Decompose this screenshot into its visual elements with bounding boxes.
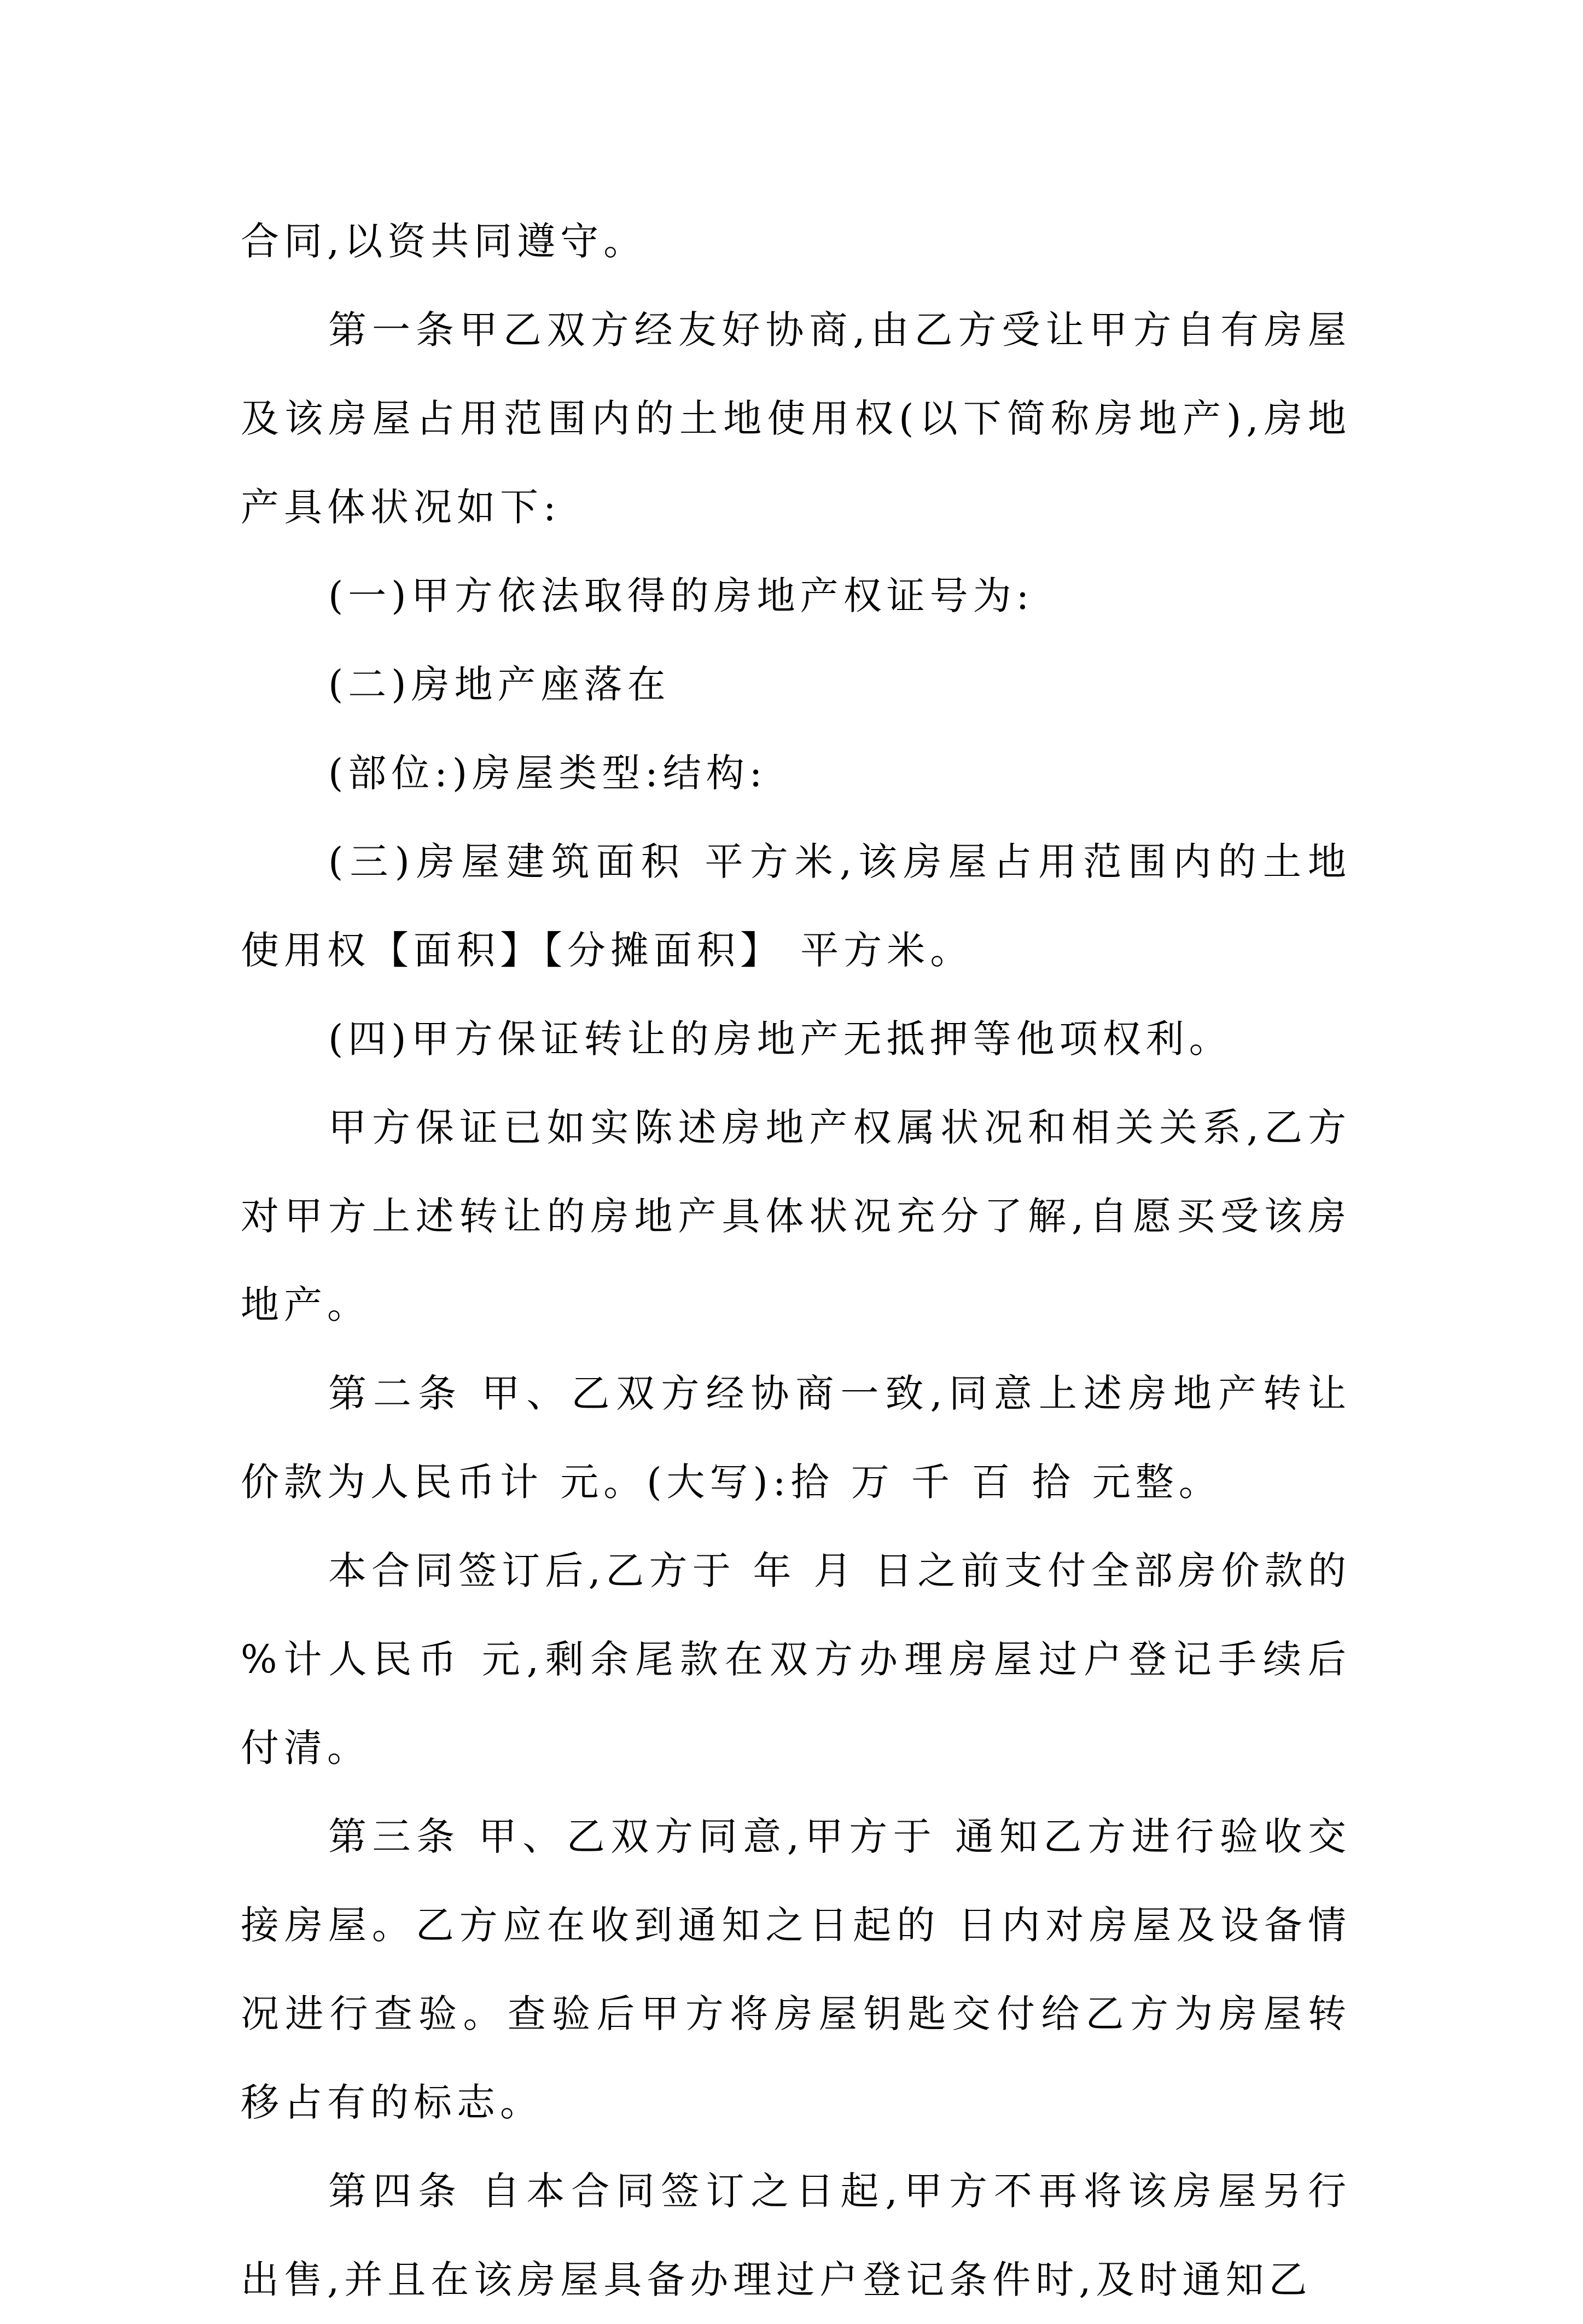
paragraph-payment: 本合同签订后,乙方于 年 月 日之前支付全部房价款的 %计人民币 元,剩余尾款在双方办理房屋过户登记手续后付清。	[241, 1548, 1351, 1770]
paragraph-article-2: 第二条 甲、乙双方经协商一致,同意上述房地产转让价款为人民币计 元。(大写):拾 万 千 百 拾 元整。	[241, 1371, 1351, 1504]
paragraph-location: (部位:)房屋类型:结构:	[328, 751, 767, 795]
paragraph-item-4: (四)甲方保证转让的房地产无抵押等他项权利。	[328, 1016, 1232, 1061]
paragraph-article-4: 第四条 自本合同签订之日起,甲方不再将该房屋另行出售,并且在该房屋具备办理过户登记条件时,及时通知乙	[241, 2169, 1351, 2302]
paragraph-guarantee: 甲方保证已如实陈述房地产权属状况和相关关系,乙方对甲方上述转让的房地产具体状况充分了解,自愿买受该房地产。	[241, 1105, 1351, 1327]
paragraph-article-3: 第三条 甲、乙双方同意,甲方于 通知乙方进行验收交接房屋。乙方应在收到通知之日起的 日内对房屋及设备情况进行查验。查验后甲方将房屋钥匙交付给乙方为房屋转移占有的标志。	[241, 1814, 1351, 2125]
contract-body	[241, 197, 1351, 2324]
paragraph-item-3: (三)房屋建筑面积 平方米,该房屋占用范围内的土地使用权【面积】【分摊面积】 平方米。	[241, 839, 1351, 973]
paragraph: 合同,以资共同遵守。	[241, 219, 647, 264]
paragraph-article-1: 第一条甲乙双方经友好协商,由乙方受让甲方自有房屋及该房屋占用范围内的土地使用权(以下简称房地产),房地产具体状况如下:	[241, 307, 1351, 530]
paragraph-item-1: (一)甲方依法取得的房地产权证号为:	[328, 573, 1034, 618]
paragraph-item-2: (二)房地产座落在	[328, 662, 671, 707]
